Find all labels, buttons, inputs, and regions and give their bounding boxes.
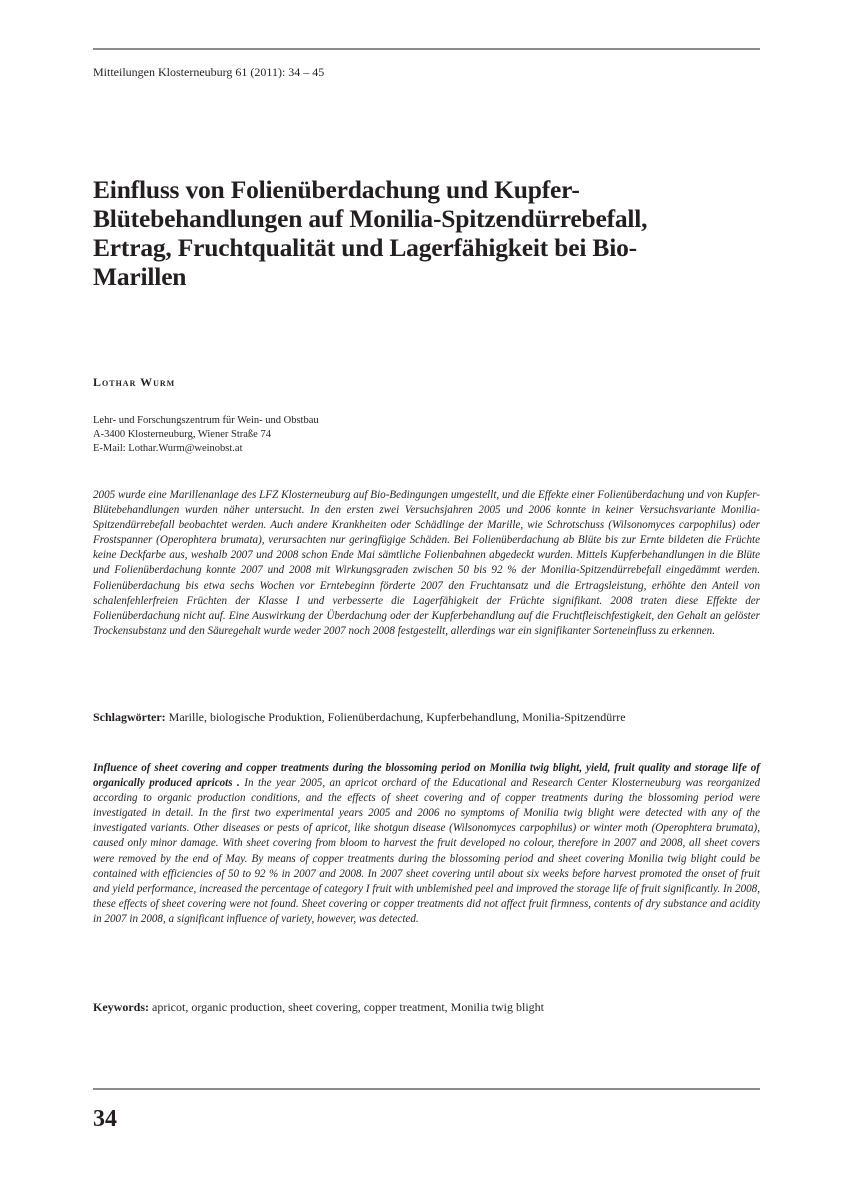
author-name: Lothar Wurm — [93, 375, 176, 389]
abstract-english-title: Influence of sheet covering and copper treatments during the blossoming period on Monilia twig blight, yield, fruit quality and storage life of organically produced apricots . — [93, 762, 760, 790]
article-title-line: Marillen — [93, 262, 187, 291]
footer-rule — [93, 1088, 760, 1090]
affiliation-address: A-3400 Klosterneuburg, Wiener Straße 74 — [93, 429, 271, 440]
abstract-german: 2005 wurde eine Marillenanlage des LFZ Klosterneuburg auf Bio-Bedingungen umgestellt, und die Effekte einer Folienüberdachung und von Kupfer-Blütebehandlungen wurden näher untersucht. In den ersten zwei Versuchsjahren 2005 und 2006 konnte in keiner Versuchsvariante Monilia-Spitzendürrebefall beobachtet werden. Auch andere Krankheiten oder Schädlinge der Marille, wie Schrotschuss (Wilsonomyces carpophilus) oder Frostspanner (Operophtera brumata), verursachten nur geringfügige Schäden. Bei Folienüberdachung ab Blüte bis zur Ernte bildeten die Früchte keine Deckfarbe aus, weshalb 2007 und 2008 schon Ende Mai sämtliche Folienbahnen abgedeckt wurden. Mittels Kupferbehandlungen in die Blüte und Folienüberdachung konnte 2007 und 2008 mit Wirkungsgraden zwischen 50 bis 92 % der Monilia-Spitzendürrebefall eingedämmt werden. Folienüberdachung bis etwa sechs Wochen vor Erntebeginn förderte 2007 den Fruchtansatz und die Ertragsleistung, erhöhte den Anteil von schalenfehlerfreien Früchten der Klasse I und verbesserte die Lagerfähigkeit der Früchte signifikant. 2008 traten diese Effekte der Folienüberdachung nicht auf. Eine Auswirkung der Überdachung oder der Kupferbehandlung auf die Fruchtfleischfestigkeit, den Gehalt an gelöster Trockensubstanz und den Säuregehalt wurde weder 2007 noch 2008 festgestellt, allerdings war ein signifikanter Sorteneinfluss zu erkennen. — [93, 489, 760, 637]
header-rule — [93, 48, 760, 50]
keywords-german-label: Schlagwörter: — [93, 710, 166, 724]
keywords-english-list: apricot, organic production, sheet covering, copper treatment, Monilia twig blight — [152, 1000, 545, 1014]
keywords-german — [93, 709, 760, 726]
article-title-line: Einfluss von Folienüberdachung und Kupfer- — [93, 175, 580, 204]
article-title-line: Ertrag, Fruchtqualität und Lagerfähigkeit bei Bio- — [93, 233, 637, 262]
author-affiliation — [93, 414, 319, 456]
keywords-english-label: Keywords: — [93, 1000, 149, 1014]
abstract-english — [93, 761, 760, 927]
affiliation-institution: Lehr- und Forschungszentrum für Wein- und Obstbau — [93, 415, 319, 426]
keywords-english — [93, 999, 760, 1016]
keywords-german-list: Marille, biologische Produktion, Folienüberdachung, Kupferbehandlung, Monilia-Spitzendürre — [168, 710, 626, 724]
affiliation-email: E-Mail: Lothar.Wurm@weinobst.at — [93, 443, 243, 454]
article-title — [93, 175, 765, 291]
article-title-line: Blütebehandlungen auf Monilia-Spitzendürrebefall, — [93, 204, 648, 233]
page-number: 34 — [93, 1106, 117, 1132]
journal-citation: Mitteilungen Klosterneuburg 61 (2011): 34 – 45 — [93, 65, 325, 79]
abstract-english-body: In the year 2005, an apricot orchard of the Educational and Research Center Klosterneuburg was reorganized according to organic production conditions, and the effects of sheet covering and of copper treatments during the blossoming period were investigated in detail. In the first two experimental years 2005 and 2006 no symptoms of Monilia twig blight were detected with any of the investigated variants. Other diseases or pests of apricot, like shotgun disease (Wilsonomyces carpophilus) or winter moth (Operophtera brumata), caused only minor damage. With sheet covering from bloom to harvest the fruit developed no colour, therefore in 2007 and 2008, all sheet covers were removed by the end of May. By means of copper treatments during the blossoming period and sheet covering Monilia twig blight could be contained with efficiencies of 50 to 92 % in 2007 and 2008. In 2007 sheet covering until about six weeks before harvest promoted the onset of fruit and yield performance, increased the percentage of category I fruit with unblemished peel and improved the storage life of fruit significantly. In 2008, these effects of sheet covering were not found. Sheet covering or copper treatments did not affect fruit firmness, contents of dry substance and acidity in 2007 in 2008, a significant influence of variety, however, was detected. — [93, 777, 761, 925]
